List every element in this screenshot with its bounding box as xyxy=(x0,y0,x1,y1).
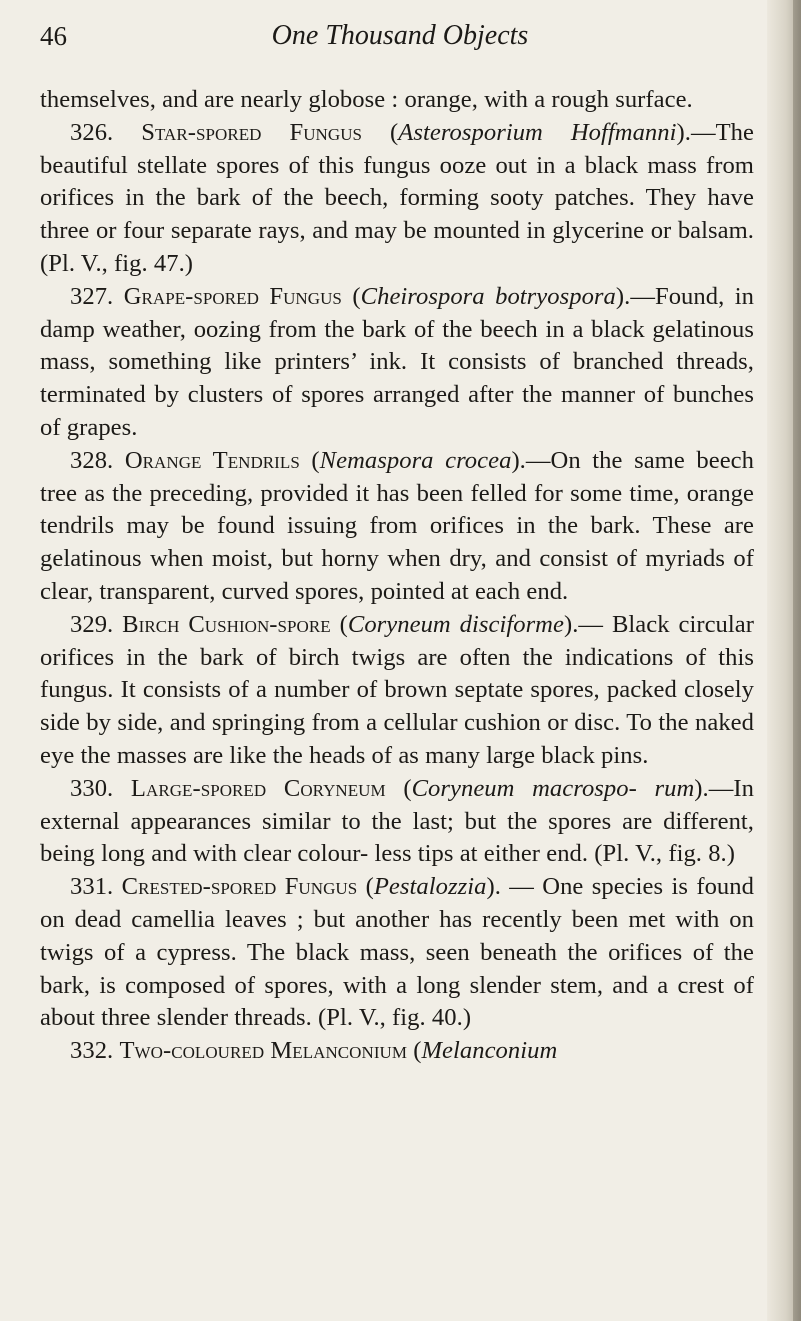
entry-text: . — One species is found on dead camellia leaves ; but another has recently been met with on twigs of a cypress. The black mass, seen beneath the orifices of the bark, is composed of spores, with a long slender stem, and a crest of about three slender threads. (Pl. V., fig. 40.) xyxy=(40,873,754,1032)
entry-name: Two-coloured Melanconium xyxy=(119,1037,408,1065)
entry-number: 331. xyxy=(70,873,114,901)
continuation-paragraph: themselves, and are nearly globose : orange, with a rough surface. xyxy=(40,86,693,113)
entry-latin: Coryneum disciforme xyxy=(347,610,564,638)
entry-number: 328. xyxy=(70,446,114,474)
entry-name: Grape-spored Fungus xyxy=(123,282,342,310)
running-title: One Thousand Objects xyxy=(271,20,529,51)
entry-text: — Black circular orifices in the bark of birch twigs are often the indications of this fungus. It consists of a number of brown septate spores, packed closely side by side, and springing from a cellular cushion or disc. To the naked eye the masses are like the heads of as many large black pins. xyxy=(40,610,754,769)
entry-328: 328. Orange Tendrils (Nemaspora crocea).—On the same beech tree as the preceding, provided it has been felled for some time, orange tendrils may be found issuing from orifices in the bark. These are gelatinous when moist, but horny when dry, and consist of myriads of clear, transparent, curved spores, pointed at each end. xyxy=(40,446,754,605)
entry-331: 331. Crested-spored Fungus (Pestalozzia). — One species is found on dead camellia leaves ; but another has recently been met with on twigs of a cypress. The black mass, seen beneath the orifices of the bark, is composed of spores, with a long slender stem, and a crest of about three slender threads. (Pl. V., fig. 40.) xyxy=(40,873,754,1032)
entry-number: 330. xyxy=(70,774,114,802)
entry-latin: Coryneum macrospo- rum xyxy=(411,774,695,802)
entry-name: Orange Tendrils xyxy=(124,446,300,474)
entry-number: 327. xyxy=(70,282,114,310)
entry-330: 330. Large-spored Coryneum (Coryneum macrospo- rum).—In external appearances similar to the last; but the spores are different, being long and with clear colour- less tips at either end. (Pl. V., fig. 8.) xyxy=(40,774,754,868)
entry-327: 327. Grape-spored Fungus (Cheirospora botryospora).—Found, in damp weather, oozing from the bark of the beech in a black gelatinous mass, something like printers’ ink. It consists of branched threads, terminated by clusters of spores arranged after the manner of bunches of grapes. xyxy=(40,282,754,441)
entry-latin: Nemaspora crocea xyxy=(319,446,512,474)
entry-number: 329. xyxy=(70,610,114,638)
entry-name: Birch Cushion-spore xyxy=(122,610,331,638)
entry-326: 326. Star-spored Fungus (Asterosporium Hoffmanni).—The beautiful stellate spores of this fungus ooze out in a black mass from orifices in the bark of the beech, forming sooty patches. They have three or four separate rays, and may be mounted in glycerine or balsam. (Pl. V., fig. 47.) xyxy=(40,118,754,277)
entry-number: 332. xyxy=(70,1037,114,1065)
entry-text: —On the same beech tree as the preceding, provided it has been felled for some time, orange tendrils may be found issuing from orifices in the bark. These are gelatinous when moist, but horny when dry, and consist of myriads of clear, transparent, curved spores, pointed at each end. xyxy=(40,446,754,605)
entry-latin: Pestalozzia xyxy=(373,873,487,901)
entry-name: Large-spored Coryneum xyxy=(130,774,386,802)
page-edge-shadow xyxy=(767,0,801,1321)
entry-text: —The beautiful stellate spores of this fungus ooze out in a black mass from orifices in the bark of the beech, forming sooty patches. They have three or four separate rays, and may be mounted in glycerine or balsam. (Pl. V., fig. 47.) xyxy=(40,118,754,277)
entry-number: 326. xyxy=(70,118,114,146)
page-header xyxy=(40,16,760,56)
entry-name: Star-spored Fungus xyxy=(141,118,363,146)
body-text xyxy=(40,84,754,1068)
entry-332: 332. Two-coloured Melanconium (Melanconium xyxy=(70,1037,558,1065)
page-number: 46 xyxy=(40,21,67,51)
entry-name: Crested-spored Fungus xyxy=(121,873,358,901)
entry-latin: Cheirospora botryospora xyxy=(360,282,616,310)
entry-latin: Asterosporium Hoffmanni xyxy=(398,118,677,146)
entry-latin: Melanconium xyxy=(421,1037,558,1065)
entry-329: 329. Birch Cushion-spore (Coryneum disciforme).— Black circular orifices in the bark of birch twigs are often the indications of this fungus. It consists of a number of brown septate spores, packed closely side by side, and springing from a cellular cushion or disc. To the naked eye the masses are like the heads of as many large black pins. xyxy=(40,610,754,769)
entry-text: —In external appearances similar to the last; but the spores are different, being long and with clear colour- less tips at either end. (Pl. V., fig. 8.) xyxy=(40,774,754,868)
entry-text: —Found, in damp weather, oozing from the bark of the beech in a black gelatinous mass, something like printers’ ink. It consists of branched threads, terminated by clusters of spores arranged after the manner of bunches of grapes. xyxy=(40,282,754,441)
